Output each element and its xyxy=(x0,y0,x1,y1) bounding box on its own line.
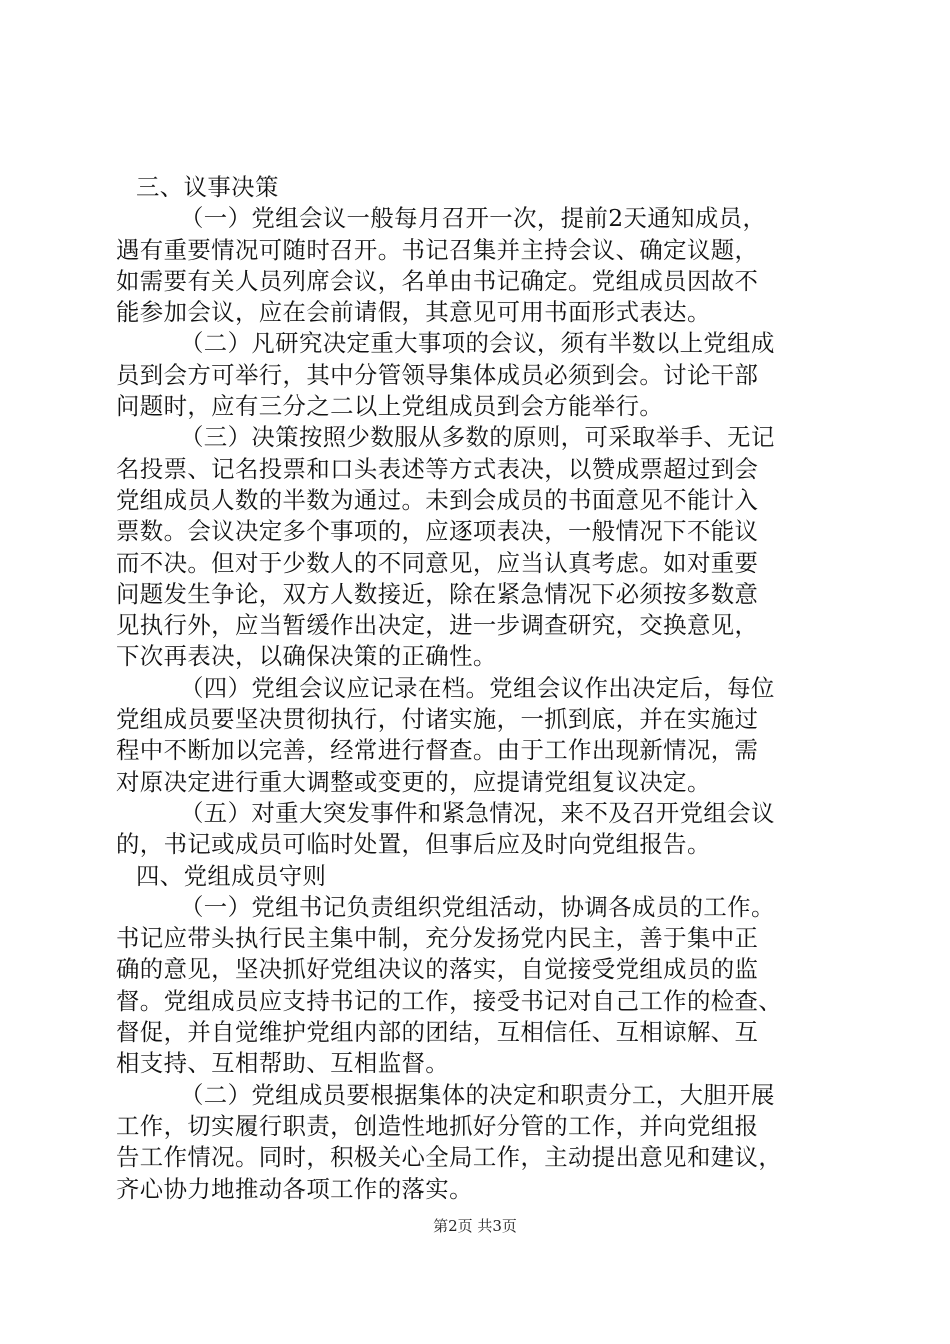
paragraph-line: 工作，切实履行职责，创造性地抓好分管的工作，并向党组报 xyxy=(116,1111,759,1140)
paragraph-line: 名投票、记名投票和口头表述等方式表决，以赞成票超过到会 xyxy=(116,454,759,483)
paragraph-line: 相支持、互相帮助、互相监督。 xyxy=(116,1049,450,1078)
paragraph-line: （三）决策按照少数服从多数的原则，可采取举手、无记 xyxy=(180,423,775,452)
paragraph-line: 的，书记或成员可临时处置，但事后应及时向党组报告。 xyxy=(116,830,711,859)
paragraph-line: 党组成员要坚决贯彻执行，付诸实施，一抓到底，并在实施过 xyxy=(116,705,759,734)
paragraph-line: 书记应带头执行民主集中制，充分发扬党内民主，善于集中正 xyxy=(116,924,759,953)
paragraph-line: 党组成员人数的半数为通过。未到会成员的书面意见不能计入 xyxy=(116,485,759,514)
paragraph-line: 如需要有关人员列席会议，名单由书记确定。党组成员因故不 xyxy=(116,266,759,295)
document-body xyxy=(116,172,836,1205)
paragraph-line: 能参加会议，应在会前请假，其意见可用书面形式表达。 xyxy=(116,298,711,327)
paragraph-line: （二）凡研究决定重大事项的会议，须有半数以上党组成 xyxy=(180,329,775,358)
paragraph-line: 下次再表决，以确保决策的正确性。 xyxy=(116,642,497,671)
paragraph-line: 员到会方可举行，其中分管领导集体成员必须到会。讨论干部 xyxy=(116,360,759,389)
paragraph-line: 督促，并自觉维护党组内部的团结，互相信任、互相谅解、互 xyxy=(116,1018,759,1047)
paragraph-line: 而不决。但对于少数人的不同意见，应当认真考虑。如对重要 xyxy=(116,548,759,577)
section-heading: 四、党组成员守则 xyxy=(136,861,327,890)
paragraph-line: 见执行外，应当暂缓作出决定，进一步调查研究，交换意见， xyxy=(116,611,759,640)
paragraph-line: 确的意见，坚决抓好党组决议的落实，自觉接受党组成员的监 xyxy=(116,955,759,984)
paragraph-line: （五）对重大突发事件和紧急情况，来不及召开党组会议 xyxy=(180,798,775,827)
paragraph-line: 告工作情况。同时，积极关心全局工作，主动提出意见和建议， xyxy=(116,1143,783,1172)
paragraph-line: 遇有重要情况可随时召开。书记召集并主持会议、确定议题， xyxy=(116,235,759,264)
paragraph-line: （四）党组会议应记录在档。党组会议作出决定后，每位 xyxy=(180,673,775,702)
paragraph-line: 票数。会议决定多个事项的，应逐项表决，一般情况下不能议 xyxy=(116,517,759,546)
paragraph-line: （一）党组书记负责组织党组活动，协调各成员的工作。 xyxy=(180,892,775,921)
paragraph-line: 督。党组成员应支持书记的工作，接受书记对自己工作的检查、 xyxy=(116,986,783,1015)
paragraph-line: 程中不断加以完善，经常进行督查。由于工作出现新情况，需 xyxy=(116,736,759,765)
paragraph-line: （二）党组成员要根据集体的决定和职责分工，大胆开展 xyxy=(180,1080,775,1109)
paragraph-line: （一）党组会议一般每月召开一次，提前2天通知成员， xyxy=(180,204,767,233)
section-heading: 三、议事决策 xyxy=(136,173,279,201)
paragraph-line: 齐心协力地推动各项工作的落实。 xyxy=(116,1174,473,1203)
paragraph-line: 对原决定进行重大调整或变更的，应提请党组复议决定。 xyxy=(116,767,711,796)
paragraph-line: 问题时，应有三分之二以上党组成员到会方能举行。 xyxy=(116,392,664,421)
page-footer: 第2页 共3页 xyxy=(433,1217,517,1235)
paragraph-line: 问题发生争论，双方人数接近，除在紧急情况下必须按多数意 xyxy=(116,579,759,608)
